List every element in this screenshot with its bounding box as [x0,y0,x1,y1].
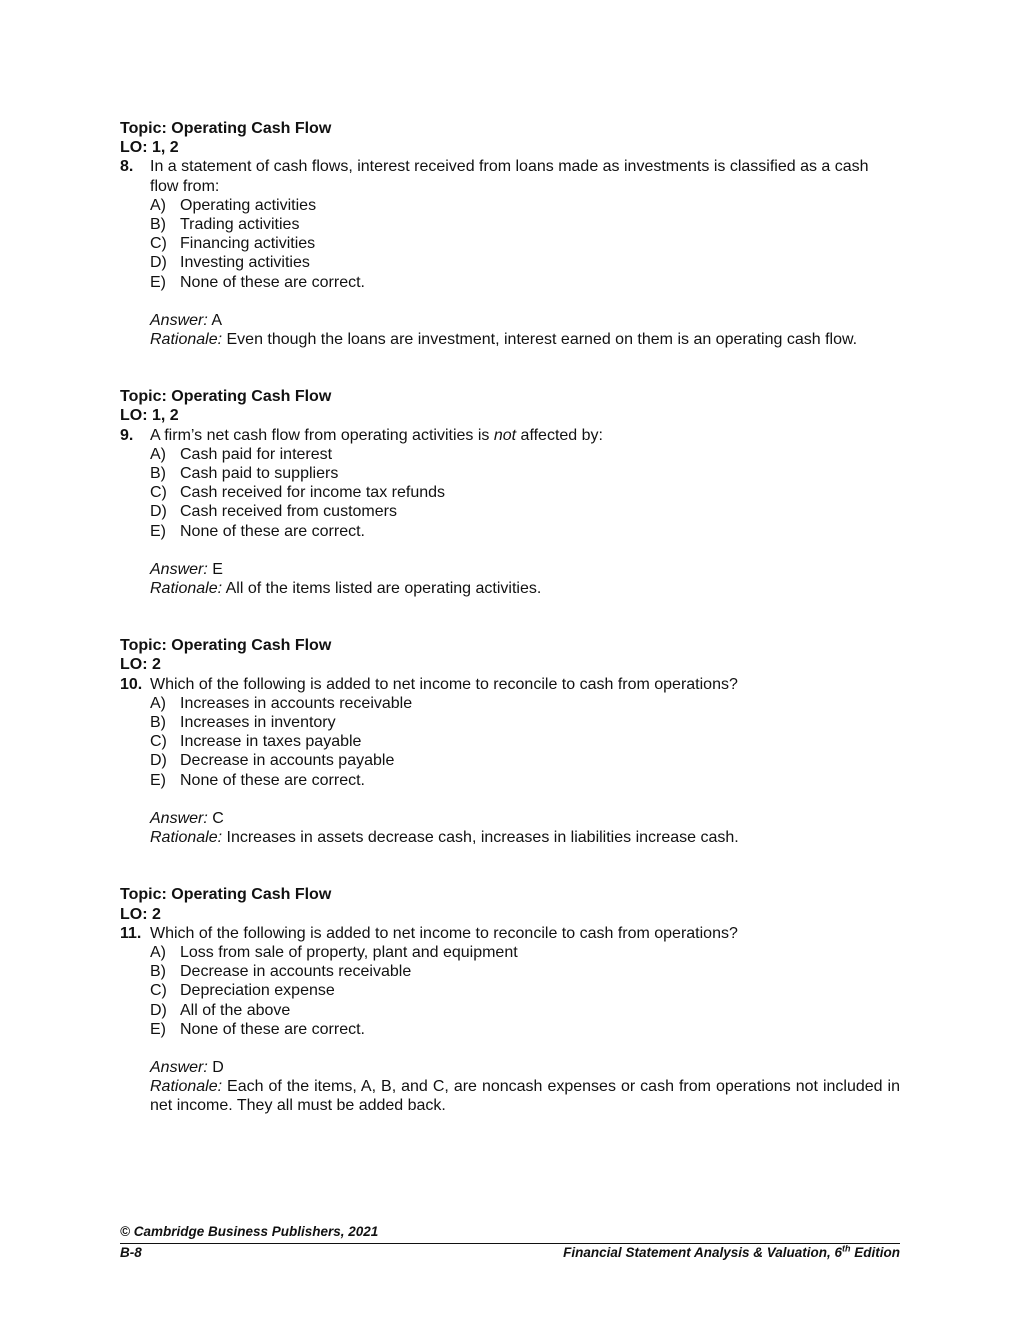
option-text: None of these are correct. [180,771,365,789]
option-item [150,483,900,502]
question-text [150,157,900,195]
answer-label: Answer: [150,809,208,827]
answer-label: Answer: [150,560,208,578]
answer-section [150,311,900,349]
option-item [150,943,900,962]
rationale-line [150,828,900,847]
option-item [150,273,900,292]
answer-value: A [207,311,223,329]
option-item [150,196,900,215]
option-text: Cash paid to suppliers [180,465,339,483]
option-letter: D) [150,752,167,770]
rationale-label: Rationale: [150,1078,223,1096]
option-item [150,522,900,541]
option-letter: A) [150,694,166,712]
option-letter: D) [150,1001,167,1019]
question-number: 8. [120,158,134,176]
question-text [150,675,900,694]
option-letter: E) [150,1020,166,1038]
option-text: Decrease in accounts receivable [180,963,412,981]
question-text-part: Which of the following is added to net income to reconcile to cash from operations? [150,675,738,693]
answer-options [150,445,900,541]
option-item [150,713,900,732]
answer-options [150,694,900,790]
option-text: Trading activities [180,216,300,234]
answer-value: E [207,560,223,578]
option-item [150,771,900,790]
question-stem [120,426,900,445]
option-letter: E) [150,771,166,789]
answer-section [150,1058,900,1116]
rationale-text: All of the items listed are operating activities. [222,580,542,598]
question-text-emphasis: not [493,426,517,444]
option-item [150,732,900,751]
option-letter: E) [150,522,166,540]
question-number: 11. [120,924,142,942]
option-item [150,694,900,713]
answer-line [150,311,900,330]
topic-heading: Topic: Operating Cash Flow [120,388,332,406]
answer-line [150,809,900,828]
topic-heading: Topic: Operating Cash Flow [120,120,332,137]
question-text-part: A firm’s net cash flow from operating activities is [150,426,494,444]
topic-heading: Topic: Operating Cash Flow [120,886,332,904]
rationale-text: Even though the loans are investment, interest earned on them is an operating cash flow. [222,331,858,349]
option-letter: D) [150,254,167,272]
option-text: Loss from sale of property, plant and equipment [180,943,518,961]
question-block [120,636,900,847]
option-letter: C) [150,733,167,751]
page-number: B-8 [120,1245,142,1260]
answer-options [150,943,900,1039]
answer-value: D [207,1058,224,1076]
question-block [120,885,900,1115]
question-text [150,924,900,943]
question-block [120,119,900,349]
learning-objective: LO: 1, 2 [120,407,179,425]
topic-heading: Topic: Operating Cash Flow [120,637,332,655]
learning-objective: LO: 1, 2 [120,139,179,157]
option-text: Cash received from customers [180,503,397,521]
footer-row [120,1244,900,1262]
answer-options [150,196,900,292]
question-text-part: affected by: [516,426,603,444]
rationale-line [150,579,900,598]
option-item [150,464,900,483]
learning-objective: LO: 2 [120,905,161,923]
option-text: Cash received for income tax refunds [180,484,446,502]
question-stem [120,157,900,195]
option-text: Financing activities [180,235,316,253]
option-letter: B) [150,465,166,483]
option-item [150,445,900,464]
page-content [120,119,900,1154]
question-number: 9. [120,426,134,444]
rationale-text: Increases in assets decrease cash, increases in liabilities increase cash. [222,829,739,847]
option-item [150,234,900,253]
option-text: Increases in inventory [180,714,336,732]
page-footer [120,1223,900,1262]
option-letter: B) [150,714,166,732]
answer-section [150,560,900,598]
answer-line [150,1058,900,1077]
answer-value: C [207,809,224,827]
option-item [150,215,900,234]
option-letter: C) [150,484,167,502]
option-letter: D) [150,503,167,521]
option-item [150,962,900,981]
option-text: Increase in taxes payable [180,733,362,751]
question-number: 10. [120,675,143,693]
option-letter: C) [150,982,167,1000]
rationale-label: Rationale: [150,829,223,847]
option-text: Depreciation expense [180,982,335,1000]
option-item [150,1001,900,1020]
learning-objective: LO: 2 [120,656,161,674]
option-item [150,1020,900,1039]
question-stem [120,675,900,694]
option-text: Operating activities [180,196,317,214]
question-stem [120,924,900,943]
edition-word: Edition [850,1245,900,1260]
question-text-part: Which of the following is added to net income to reconcile to cash from operations? [150,924,738,942]
option-text: All of the above [180,1001,291,1019]
option-letter: E) [150,273,166,291]
option-text: Increases in accounts receivable [180,694,413,712]
answer-line [150,560,900,579]
option-letter: A) [150,943,166,961]
book-title [563,1244,900,1262]
option-letter: B) [150,216,166,234]
option-text: None of these are correct. [180,273,365,291]
question-block [120,387,900,598]
option-item [150,751,900,770]
option-letter: B) [150,963,166,981]
question-text [150,426,900,445]
option-letter: A) [150,445,166,463]
rationale-label: Rationale: [150,331,223,349]
option-text: Cash paid for interest [180,445,333,463]
option-letter: C) [150,235,167,253]
rationale-line [150,1077,900,1115]
rationale-label: Rationale: [150,580,223,598]
option-item [150,981,900,1000]
book-title-text: Financial Statement Analysis & Valuation, 6 [563,1245,842,1260]
answer-label: Answer: [150,1058,208,1076]
option-item [150,502,900,521]
answer-section [150,809,900,847]
rationale-line [150,330,900,349]
option-text: Investing activities [180,254,310,272]
option-item [150,253,900,272]
answer-label: Answer: [150,311,208,329]
rationale-text: Each of the items, A, B, and C, are noncash expenses or cash from operations not included in net income. They all must be added back. [150,1078,900,1115]
option-text: None of these are correct. [180,1020,365,1038]
copyright-notice: © Cambridge Business Publishers, 2021 [120,1224,379,1239]
edition-superscript: th [842,1243,851,1254]
option-text: None of these are correct. [180,522,365,540]
option-text: Decrease in accounts payable [180,752,395,770]
question-text-part: In a statement of cash flows, interest received from loans made as investments is classified as a cash flow from: [150,158,869,195]
option-letter: A) [150,196,166,214]
